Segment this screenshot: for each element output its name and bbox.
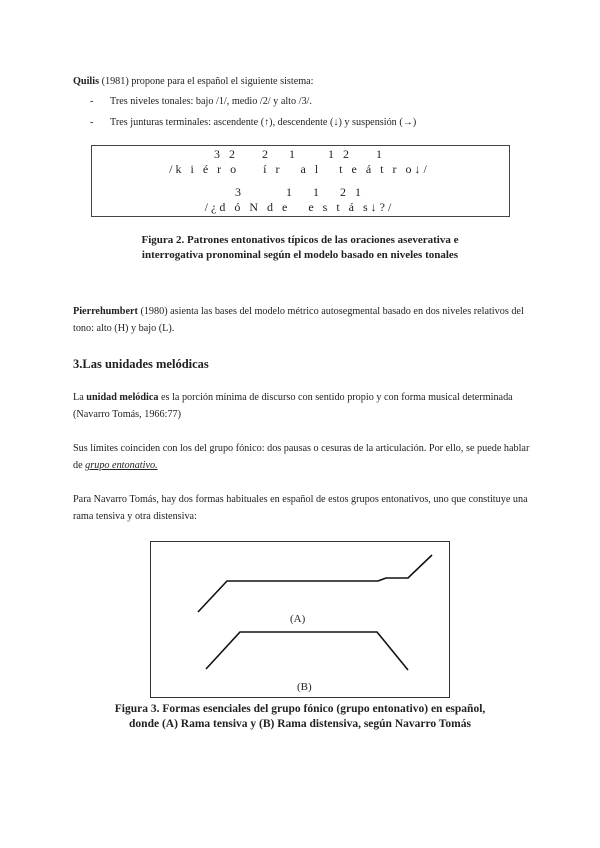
section-paragraph-1 <box>73 389 533 423</box>
intro-rest: (1981) propone para el español el siguiente sistema: <box>99 76 314 87</box>
figure2-line1-numbers: 3 2 2 1 1 2 1 <box>214 147 385 161</box>
dash-mark: - <box>90 117 94 128</box>
figure3-label-b: (B) <box>297 681 312 693</box>
para1-pre: La <box>73 392 87 403</box>
pierrehumbert-author: Pierrehumbert <box>73 306 138 317</box>
figure2-line2-text: /¿d ó N d e e s t á s↓?/ <box>204 200 395 214</box>
section-paragraph-2 <box>73 440 533 474</box>
list-item <box>90 93 550 110</box>
list-item <box>90 114 550 131</box>
list-item-text: Tres junturas terminales: ascendente (↑), descendente (↓) y suspensión (→) <box>110 117 417 128</box>
list-item-text: Tres niveles tonales: bajo /1/, medio /2/ y alto /3/. <box>110 96 312 107</box>
figure3-caption <box>60 702 540 732</box>
intro-author: Quilis <box>73 76 100 87</box>
tone-system-list <box>90 93 550 131</box>
figure2-line1-text: /k i é r o í r a l t e á t r o↓/ <box>169 162 430 176</box>
para2-pre: Sus límites coinciden con los del grupo fónico: dos pausas o cesuras de la articulación. Por ello, se puede hablar de <box>73 443 530 471</box>
para1-post: es la porción mínima de discurso con sentido propio y con forma musical determinada (Navarro Tomás, 1966:77) <box>73 392 513 420</box>
figure2-caption-line1: Figura 2. Patrones entonativos típicos de las oraciones aseverativa e <box>141 234 459 246</box>
grupo-entonativo-link[interactable]: grupo entonativo. <box>85 460 158 471</box>
rama-distensiva-line <box>206 632 408 670</box>
rama-tensiva-line <box>198 555 432 612</box>
section-heading: 3.Las unidades melódicas <box>73 357 209 371</box>
figure2-caption <box>70 233 530 263</box>
intro-paragraph <box>73 73 543 90</box>
section-paragraph-3: Para Navarro Tomás, hay dos formas habituales en español de estos grupos entonativos, uno que constituye una rama tensiva y otra distensiva: <box>73 494 528 522</box>
pierrehumbert-paragraph <box>73 303 533 337</box>
pierrehumbert-rest: (1980) asienta las bases del modelo métrico autosegmental basado en dos niveles relativos del tono: alto (H) y bajo (L). <box>73 306 524 334</box>
figure2-line2-numbers: 3 1 1 2 1 <box>235 185 364 199</box>
figure3-caption-line2: donde (A) Rama tensiva y (B) Rama distensiva, según Navarro Tomás <box>129 718 471 730</box>
unidad-melodica-term: unidad melódica <box>86 392 159 403</box>
figure2-caption-line2: interrogativa pronominal según el modelo basado en niveles tonales <box>141 249 459 261</box>
figure3-caption-line1: Figura 3. Formas esenciales del grupo fónico (grupo entonativo) en español, <box>114 703 486 715</box>
figure3-label-a: (A) <box>290 613 306 625</box>
dash-mark: - <box>90 96 94 107</box>
